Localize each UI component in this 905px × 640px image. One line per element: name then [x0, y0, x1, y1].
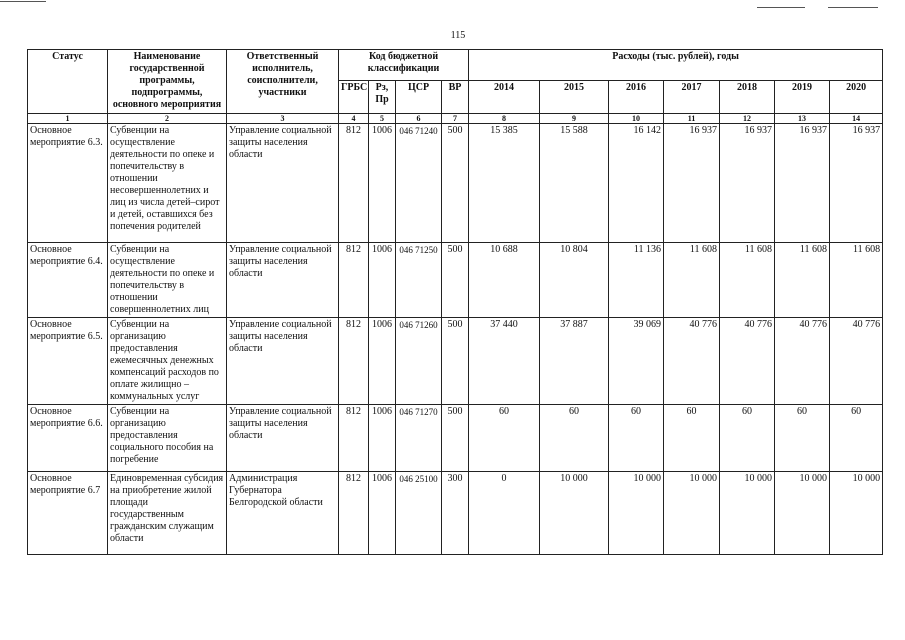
row-vr: 500 — [442, 318, 469, 405]
column-number: 1 — [28, 114, 108, 124]
header-csr: ЦСР — [396, 81, 442, 114]
row-value: 10 000 — [609, 472, 664, 555]
row-value: 11 136 — [609, 243, 664, 318]
column-number: 11 — [664, 114, 720, 124]
row-value: 11 608 — [664, 243, 720, 318]
scan-artifact-line — [828, 7, 878, 8]
row-vr: 300 — [442, 472, 469, 555]
header-expenses: Расходы (тыс. рублей), годы — [469, 50, 883, 81]
row-rz-pr: 1006 — [369, 472, 396, 555]
column-number-row — [28, 114, 883, 124]
row-status: Основное мероприятие 6.7 — [28, 472, 108, 555]
row-grbs: 812 — [339, 243, 369, 318]
row-value: 11 608 — [830, 243, 883, 318]
row-name: Субвенции на организацию предоставления ежемесячных денежных компенсаций расходов по оплате жилищно – коммунальных услуг — [108, 318, 227, 405]
row-value: 60 — [540, 405, 609, 472]
row-value: 60 — [830, 405, 883, 472]
row-vr: 500 — [442, 124, 469, 243]
header-year: 2015 — [540, 81, 609, 114]
row-value: 0 — [469, 472, 540, 555]
row-value: 15 588 — [540, 124, 609, 243]
row-value: 11 608 — [720, 243, 775, 318]
row-vr: 500 — [442, 405, 469, 472]
row-name: Субвенции на осуществление деятельности по опеке и попечительству в отношении совершеннолетних лиц — [108, 243, 227, 318]
row-value: 10 688 — [469, 243, 540, 318]
row-value: 16 937 — [664, 124, 720, 243]
header-budget-code: Код бюджетной классификации — [339, 50, 469, 81]
header-grbs: ГРБС — [339, 81, 369, 114]
header-row-1 — [28, 50, 883, 81]
row-value: 15 385 — [469, 124, 540, 243]
row-rz-pr: 1006 — [369, 405, 396, 472]
column-number: 7 — [442, 114, 469, 124]
row-grbs: 812 — [339, 318, 369, 405]
row-grbs: 812 — [339, 472, 369, 555]
row-value: 60 — [664, 405, 720, 472]
row-value: 40 776 — [720, 318, 775, 405]
row-csr: 046 71240 — [396, 124, 442, 243]
row-value: 39 069 — [609, 318, 664, 405]
row-value: 16 937 — [720, 124, 775, 243]
row-value: 10 804 — [540, 243, 609, 318]
row-value: 60 — [609, 405, 664, 472]
row-name: Субвенции на осуществление деятельности по опеке и попечительству в отношении несовершеннолетних и лиц из числа детей–сирот и детей, оставшихся без попечения родителей — [108, 124, 227, 243]
column-number: 9 — [540, 114, 609, 124]
row-csr: 046 71270 — [396, 405, 442, 472]
column-number: 13 — [775, 114, 830, 124]
row-value: 40 776 — [830, 318, 883, 405]
column-number: 12 — [720, 114, 775, 124]
row-value: 40 776 — [664, 318, 720, 405]
row-value: 10 000 — [720, 472, 775, 555]
column-number: 4 — [339, 114, 369, 124]
row-status: Основное мероприятие 6.5. — [28, 318, 108, 405]
row-value: 40 776 — [775, 318, 830, 405]
header-executor: Ответственный исполнитель, соисполнители, участники — [227, 50, 339, 114]
row-value: 16 142 — [609, 124, 664, 243]
row-status: Основное мероприятие 6.6. — [28, 405, 108, 472]
row-value: 16 937 — [775, 124, 830, 243]
row-csr: 046 25100 — [396, 472, 442, 555]
row-executor: Управление социальной защиты населения области — [227, 405, 339, 472]
row-csr: 046 71250 — [396, 243, 442, 318]
scan-artifact-line — [757, 7, 805, 8]
scan-artifact-line — [0, 1, 46, 2]
row-value: 37 887 — [540, 318, 609, 405]
row-rz-pr: 1006 — [369, 243, 396, 318]
row-name: Единовременная субсидия на приобретение жилой площади государственным гражданским служащим области — [108, 472, 227, 555]
row-status: Основное мероприятие 6.3. — [28, 124, 108, 243]
table-row — [28, 405, 883, 472]
header-year: 2018 — [720, 81, 775, 114]
row-value: 60 — [775, 405, 830, 472]
row-value: 16 937 — [830, 124, 883, 243]
column-number: 14 — [830, 114, 883, 124]
table-row — [28, 243, 883, 318]
column-number: 3 — [227, 114, 339, 124]
row-executor: Управление социальной защиты населения области — [227, 318, 339, 405]
header-rz-pr: Рз, Пр — [369, 81, 396, 114]
row-executor: Управление социальной защиты населения области — [227, 124, 339, 243]
row-value: 10 000 — [664, 472, 720, 555]
row-executor: Управление социальной защиты населения области — [227, 243, 339, 318]
column-number: 2 — [108, 114, 227, 124]
header-year: 2016 — [609, 81, 664, 114]
row-csr: 046 71260 — [396, 318, 442, 405]
row-rz-pr: 1006 — [369, 124, 396, 243]
table-row — [28, 124, 883, 243]
header-status: Статус — [28, 50, 108, 114]
row-value: 10 000 — [775, 472, 830, 555]
header-year: 2014 — [469, 81, 540, 114]
header-name: Наименование государственной программы, подпрограммы, основного мероприятия — [108, 50, 227, 114]
row-value: 60 — [469, 405, 540, 472]
header-year: 2017 — [664, 81, 720, 114]
row-value: 37 440 — [469, 318, 540, 405]
row-value: 11 608 — [775, 243, 830, 318]
column-number: 10 — [609, 114, 664, 124]
row-status: Основное мероприятие 6.4. — [28, 243, 108, 318]
column-number: 8 — [469, 114, 540, 124]
header-year: 2019 — [775, 81, 830, 114]
row-value: 10 000 — [540, 472, 609, 555]
row-rz-pr: 1006 — [369, 318, 396, 405]
header-year: 2020 — [830, 81, 883, 114]
row-vr: 500 — [442, 243, 469, 318]
column-number: 6 — [396, 114, 442, 124]
row-grbs: 812 — [339, 124, 369, 243]
row-name: Субвенции на организацию предоставления социального пособия на погребение — [108, 405, 227, 472]
table-row — [28, 318, 883, 405]
column-number: 5 — [369, 114, 396, 124]
row-value: 10 000 — [830, 472, 883, 555]
page-number: 115 — [450, 30, 466, 41]
row-grbs: 812 — [339, 405, 369, 472]
budget-table — [27, 49, 883, 555]
row-executor: Администрация Губернатора Белгородской области — [227, 472, 339, 555]
row-value: 60 — [720, 405, 775, 472]
table-row — [28, 472, 883, 555]
header-vr: ВР — [442, 81, 469, 114]
